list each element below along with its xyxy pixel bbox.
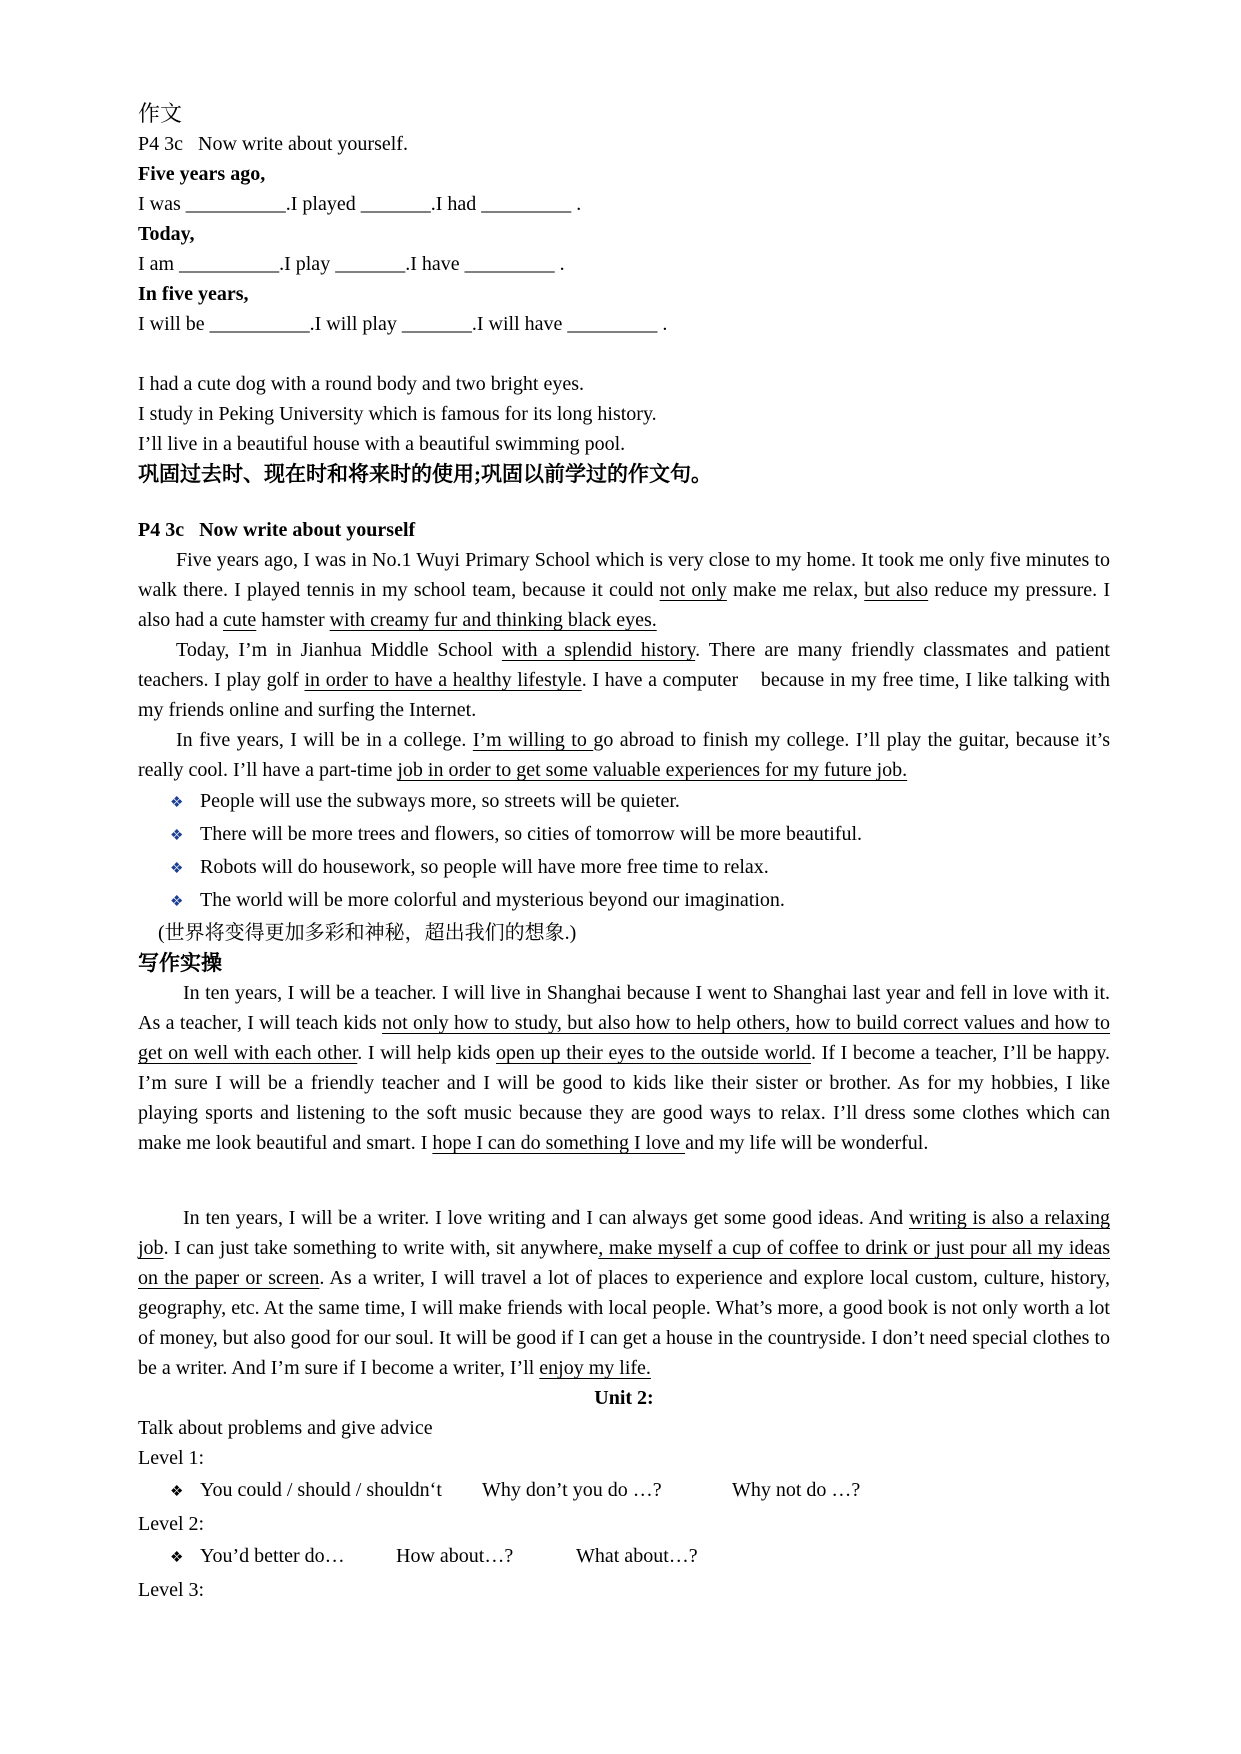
level1-label: Level 1: xyxy=(138,1447,205,1469)
writing-practice-heading-cn: 写作实操 xyxy=(138,951,222,975)
diamond-bullet-icon: ❖ xyxy=(170,894,184,910)
blank-line xyxy=(138,1158,1110,1203)
level1-options-row xyxy=(138,1475,1110,1507)
present-template-line: I am __________.I play _______.I have _________ . xyxy=(138,253,565,275)
level3-label: Level 3: xyxy=(138,1579,205,1601)
future-fact-text: Robots will do housework, so people will have more free time to relax. xyxy=(200,856,769,878)
zuowen-title: 作文 xyxy=(138,101,183,126)
example-sentence-past: I had a cute dog with a round body and two bright eyes. xyxy=(138,373,585,395)
future-fact-item xyxy=(138,786,1110,818)
diamond-bullet-icon: ❖ xyxy=(170,861,184,877)
essay-past-paragraph: Five years ago, I was in No.1 Wuyi Primary School which is very close to my home. It took me only five minutes to walk there. I played tennis in my school team, because it could not only make me relax, but also reduce my pressure. I also had a cute hamster with creamy fur and thinking black eyes. xyxy=(138,549,1110,631)
teacher-essay-paragraph: In ten years, I will be a teacher. I will live in Shanghai because I went to Shanghai last year and fell in love with it. As a teacher, I will teach kids not only how to study, but also how to help others, how to build correct values and how to get on well with each other. I will help kids open up their eyes to the outside world. If I become a teacher, I’ll be happy. I’m sure I will be a friendly teacher and I will be good to kids like their sister or brother. As for my hobbies, I like playing sports and listening to the soft music because they are good ways to relax. I’ll dress some clothes which can make me look beautiful and smart. I hope I can do something I love and my life will be wonderful. xyxy=(138,982,1111,1154)
level2-options-row xyxy=(138,1541,1110,1573)
future-fact-text: There will be more trees and flowers, so cities of tomorrow will be more beautiful. xyxy=(200,823,863,845)
future-fact-text: The world will be more colorful and mysterious beyond our imagination. xyxy=(200,889,785,911)
future-fact-item xyxy=(138,885,1110,917)
diamond-bullet-icon: ❖ xyxy=(170,1550,184,1566)
diamond-bullet-icon: ❖ xyxy=(170,795,184,811)
unit2-heading: Unit 2: xyxy=(594,1387,654,1409)
p4-prompt-line: P4 3c Now write about yourself. xyxy=(138,133,408,155)
level1-option-why-not: Why not do …? xyxy=(732,1479,861,1501)
level1-option-you-could: You could / should / shouldn‘t xyxy=(200,1479,442,1501)
section-heading: P4 3c Now write about yourself xyxy=(138,519,416,541)
blank-line xyxy=(138,339,1110,369)
essay-future-paragraph: In five years, I will be in a college. I’m willing to go abroad to finish my college. I’ll play the guitar, because it’s really cool. I’ll have a part-time job in order to get some valuable experiences for my future job. xyxy=(138,729,1110,781)
future-template-line: I will be __________.I will play _______.I will have _________ . xyxy=(138,313,668,335)
diamond-bullet-icon: ❖ xyxy=(170,828,184,844)
level2-option-what-about: What about…? xyxy=(576,1545,698,1567)
writer-essay-paragraph: In ten years, I will be a writer. I love writing and I can always get some good ideas. And writing is also a relaxing job. I can just take something to write with, sit anywhere, make myself a cup of coffee to drink or just pour all my ideas on the paper or screen. As a writer, I will travel a lot of places to experience and explore local custom, culture, history, geography, etc. At the same time, I will make friends with local people. What’s more, a good book is not only worth a lot of money, but also good for our soul. It will be good if I can get a house in the countryside. I don’t need special clothes to be a writer. And I’m sure if I become a writer, I’ll enjoy my life. xyxy=(138,1207,1111,1379)
past-template-line: I was __________.I played _______.I had _________ . xyxy=(138,193,582,215)
level2-option-how-about: How about…? xyxy=(396,1545,514,1567)
blank-line xyxy=(138,489,1110,515)
grammar-goal-cn: 巩固过去时、现在时和将来时的使用;巩固以前学过的作文句。 xyxy=(138,462,712,486)
essay-present-paragraph: Today, I’m in Jianhua Middle School with a splendid history. There are many friendly classmates and patient teachers. I play golf in order to have a healthy lifestyle. I have a computer because in my free time, I like talking with my friends online and surfing the Internet. xyxy=(138,639,1110,721)
unit2-subtitle: Talk about problems and give advice xyxy=(138,1417,433,1439)
example-sentence-future: I’ll live in a beautiful house with a beautiful swimming pool. xyxy=(138,433,626,455)
level2-option-youd-better: You’d better do… xyxy=(200,1545,345,1567)
future-fact-item xyxy=(138,819,1110,851)
diamond-bullet-icon: ❖ xyxy=(170,1484,184,1500)
five-years-ago-label: Five years ago, xyxy=(138,163,266,185)
in-five-years-label: In five years, xyxy=(138,283,249,305)
level2-label: Level 2: xyxy=(138,1513,205,1535)
example-sentence-present: I study in Peking University which is famous for its long history. xyxy=(138,403,657,425)
today-label: Today, xyxy=(138,223,195,245)
future-fact-item xyxy=(138,852,1110,884)
future-fact-text: People will use the subways more, so streets will be quieter. xyxy=(200,790,680,812)
future-facts-translation-cn: (世界将变得更加多彩和神秘，超出我们的想象.) xyxy=(158,922,577,944)
level1-option-why-dont: Why don’t you do …? xyxy=(482,1479,662,1501)
